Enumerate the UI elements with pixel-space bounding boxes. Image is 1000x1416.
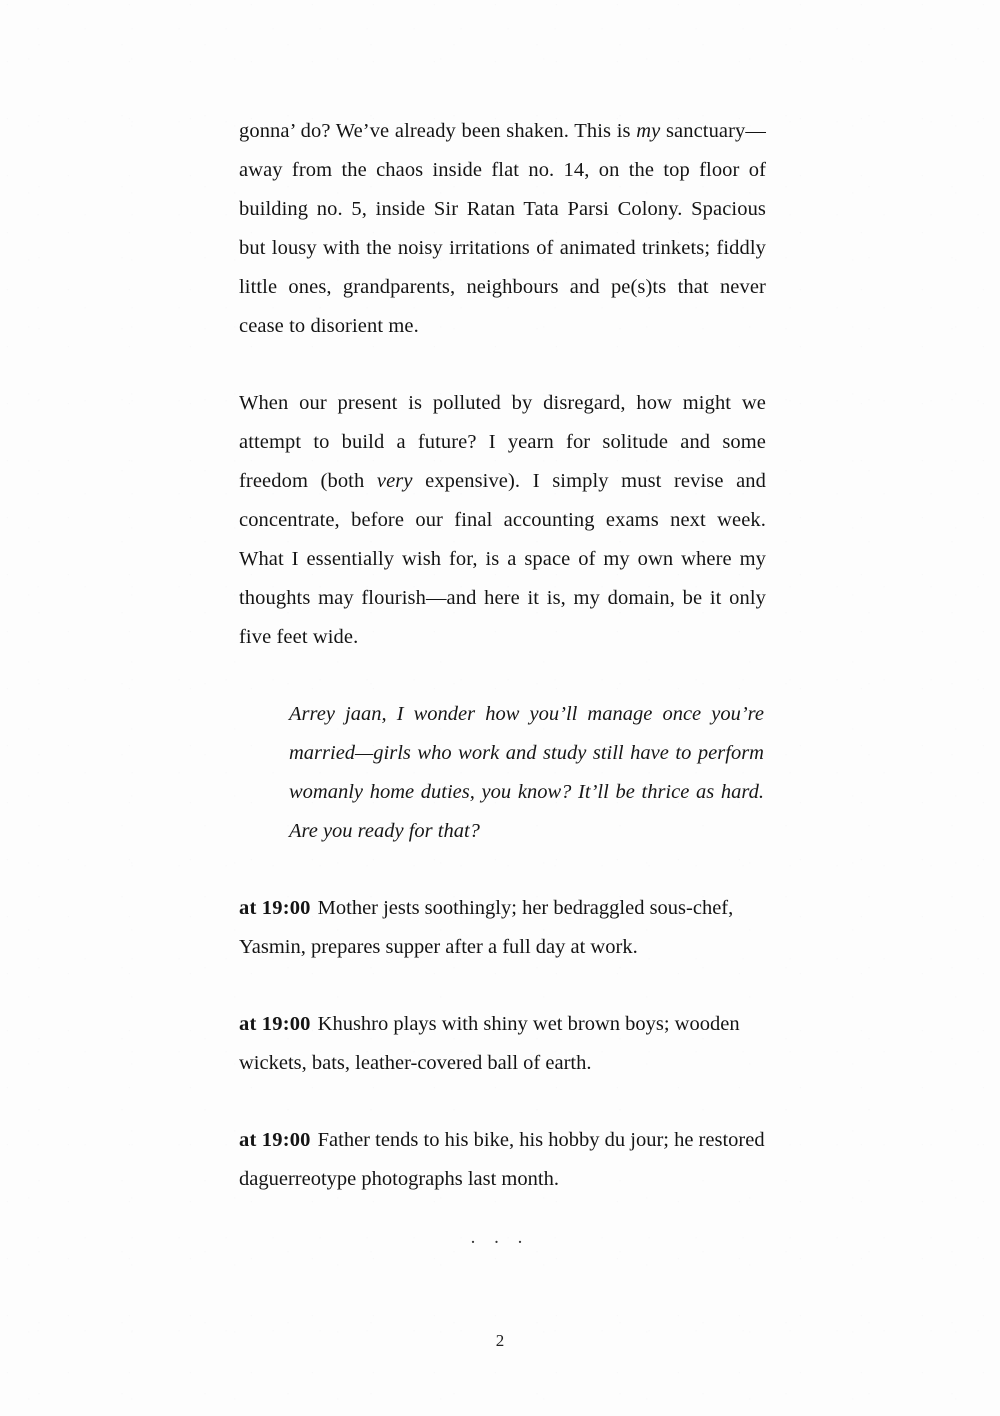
entry-text: Mother jests soothingly; her bedraggled sous-chef, Yasmin, prepares supper after a full day at work. (239, 897, 734, 958)
section-divider: . . . (470, 1227, 530, 1248)
entry-text: Khushro plays with shiny wet brown boys; wooden wickets, bats, leather-covered ball of earth. (239, 1013, 740, 1074)
paragraph-2-lead: When our present is polluted by disregard, how might we attempt to build a future? I yearn for solitude and some freedom (both (239, 392, 766, 492)
entry-text: Father tends to his bike, his hobby du jour; he restored daguerreotype photographs last month. (239, 1129, 765, 1190)
paragraph-2-emphasis: very (376, 470, 413, 492)
paragraph-1-tail: sanctuary—away from the chaos inside flat no. 14, on the top floor of building no. 5, inside Sir Ratan Tata Parsi Colony. Spacious but lousy with the noisy irritations of animated trinkets; fiddly little ones, grandparents, neighbours and pe(s)ts that never cease to disorient me. (239, 120, 766, 337)
timestamped-entry-father (239, 1121, 766, 1199)
paragraph-2-tail: expensive). I simply must revise and concentrate, before our final accounting exams next week. What I essentially wish for, is a space of my own where my thoughts may flourish—and here it is, my domain, be it only five feet wide. (239, 470, 766, 648)
paragraph-1-emphasis: my (636, 120, 661, 142)
blockquote-mother-dialogue (239, 695, 766, 851)
paragraph-future (239, 384, 766, 657)
page-number: 2 (495, 1331, 505, 1350)
entry-timestamp: at 19:00 (239, 1129, 311, 1151)
blockquote-text: Arrey jaan, I wonder how you’ll manage once you’re married—girls who work and study still have to perform womanly home duties, you know? It’ll be thrice as hard. Are you ready for that? (289, 703, 764, 842)
paragraph-1-lead: gonna’ do? We’ve already been shaken. This is (239, 120, 637, 142)
entry-timestamp: at 19:00 (239, 1013, 311, 1035)
paragraph-sanctuary (239, 112, 766, 346)
timestamped-entry-khushro (239, 1005, 766, 1083)
entry-timestamp: at 19:00 (239, 897, 311, 919)
timestamped-entry-mother (239, 889, 766, 967)
text-column (239, 112, 766, 1237)
